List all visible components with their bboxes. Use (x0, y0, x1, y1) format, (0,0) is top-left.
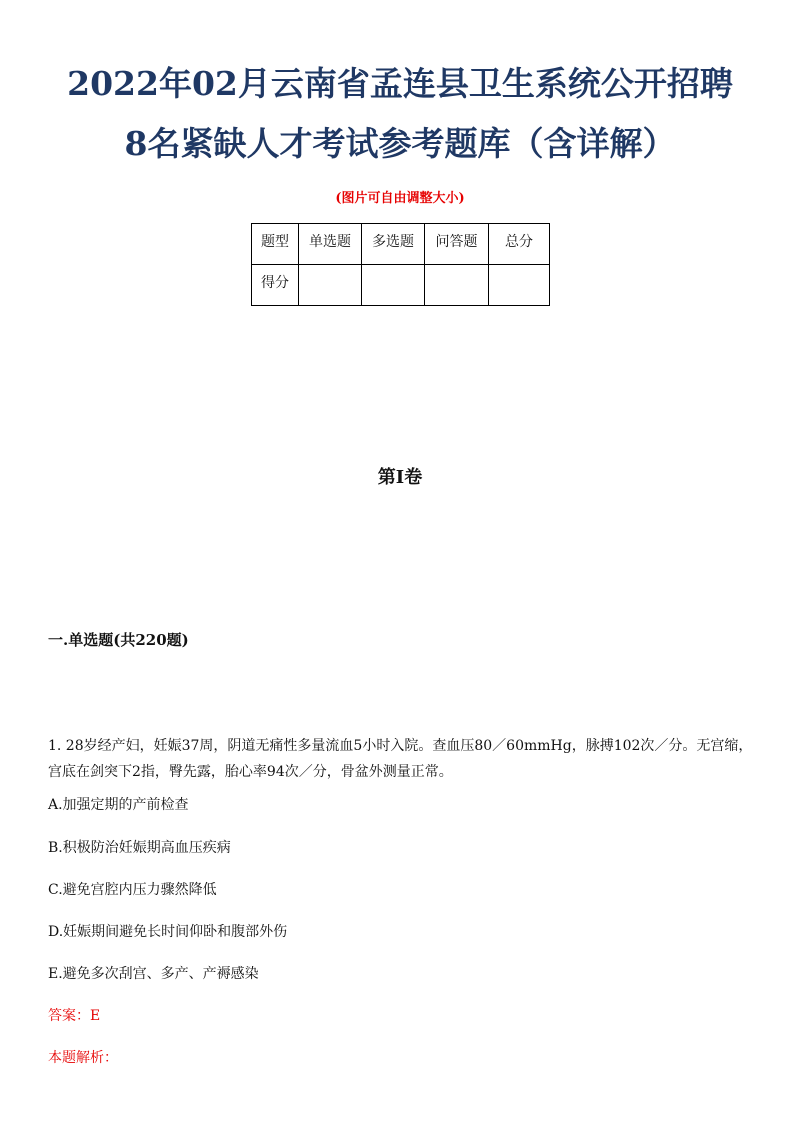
score-cell-single (299, 265, 362, 306)
document-title-line-2: 8名紧缺人才考试参考题库（含详解） (124, 124, 676, 163)
volume-label: 第I卷 (377, 467, 423, 488)
score-table-header-qa: 问答题 (425, 224, 489, 265)
option-d: D.妊娠期间避免长时间仰卧和腹部外伤 (48, 924, 288, 940)
score-cell-total (489, 265, 550, 306)
answer-text: 答案：E (48, 1008, 101, 1024)
option-a: A.加强定期的产前检查 (48, 797, 189, 813)
resize-note: (图片可自由调整大小) (335, 191, 465, 206)
score-table-header-row (252, 224, 550, 265)
document-title-line-1: 2022年02月云南省孟连县卫生系统公开招聘 (67, 64, 733, 103)
analysis-label: 本题解析： (48, 1050, 118, 1066)
score-table (251, 223, 550, 306)
score-table-score-row (252, 265, 550, 306)
score-cell-qa (425, 265, 489, 306)
score-table-header-type: 题型 (252, 224, 299, 265)
option-e: E.避免多次刮宫、多产、产褥感染 (48, 966, 259, 982)
score-table-header-multi: 多选题 (362, 224, 425, 265)
section-heading: 一.单选题(共220题) (48, 631, 189, 649)
score-table-header-total: 总分 (489, 224, 550, 265)
score-table-row-label: 得分 (252, 265, 299, 306)
option-b: B.积极防治妊娠期高血压疾病 (48, 840, 231, 856)
question-text: 1. 28岁经产妇，妊娠37周，阴道无痛性多量流血5小时入院。查血压80／60mmHg，脉搏102次／分。无宫缩，宫底在剑突下2指，臀先露，胎心率94次／分，骨盆外测量正常。 (48, 738, 753, 780)
score-table-header-single: 单选题 (299, 224, 362, 265)
option-c: C.避免宫腔内压力骤然降低 (48, 882, 217, 898)
score-cell-multi (362, 265, 425, 306)
